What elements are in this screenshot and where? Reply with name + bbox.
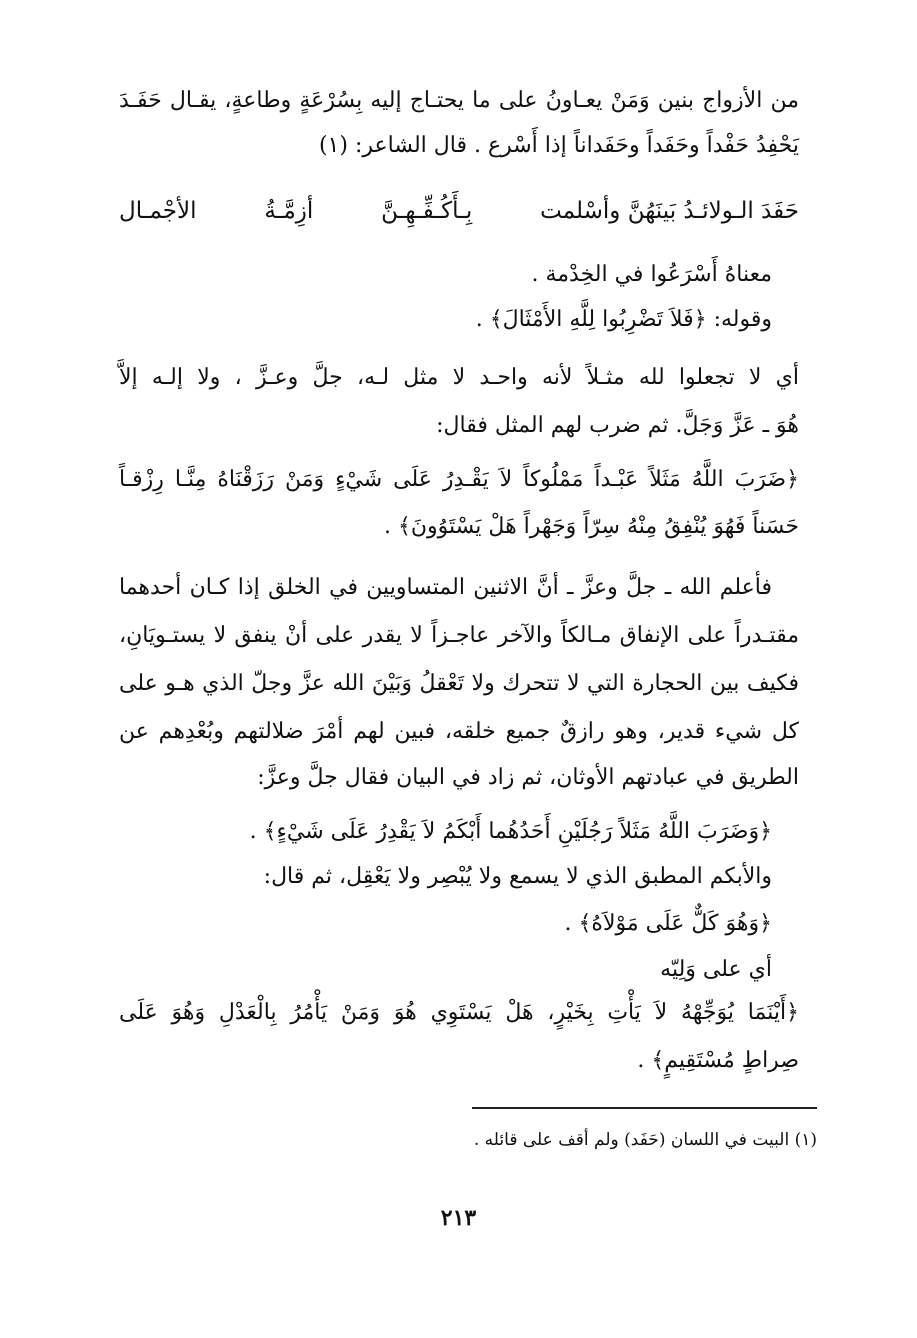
verse-part: الأجْمـال: [119, 198, 197, 224]
quran-quote: ﴿ضَرَبَ اللَّهُ مَثَلاً عَبْـداً مَمْلُوكاً لاَ يَقْـدِرُ عَلَى شَيْءٍ وَمَنْ رَزَقْنَاهُ مِنَّـا رِزْقـاً: [119, 467, 799, 492]
footnote-divider: [472, 1107, 817, 1109]
verse-part: أزِمَّـةُ: [264, 198, 314, 224]
text-line: معناهُ أَسْرَعُوا في الخِدْمة .: [531, 262, 772, 287]
text-line: يَحْفِدُ حَفْداً وحَفَداً وحَفَداناً إذا أَسْرع . قال الشاعر: (١): [318, 133, 799, 158]
poetry-verse: [119, 196, 799, 226]
text-line: هُوَ ـ عَزَّ وَجَلَّ. ثم ضرب لهم المثل فقال:: [436, 413, 799, 438]
text-line: من الأزواج بنين وَمَنْ يعـاونُ على ما يحتـاج إليه بِسُرْعَةٍ وطاعةٍ، يقـال حَفَـدَ: [119, 88, 799, 113]
text-line: كل شيء قدير، وهو رازقٌ جميع خلقه، فبين لهم أمْرَ ضلالتهم وبُعْدِهم عن: [119, 719, 799, 744]
verse-part: بِـأَكُـفِّـهِـنَّ: [381, 198, 473, 224]
quran-quote: حَسَناً فَهُوَ يُنْفِقُ مِنْهُ سِرّاً وَجَهْراً هَلْ يَسْتَوُونَ﴾ .: [384, 514, 799, 539]
page-number: ٢١٣: [440, 1205, 477, 1231]
text-line: والأبكم المطبق الذي لا يسمع ولا يُبْصِر ولا يَعْقِل، ثم قال:: [263, 864, 772, 889]
footnote: (١) البيت في اللسان (حَفَد) ولم أقف على قائله .: [473, 1130, 817, 1150]
quran-quote: صِراطٍ مُسْتَقِيمٍ﴾ .: [637, 1048, 799, 1073]
quran-quote: ﴿وَضَرَبَ اللَّهُ مَثَلاً رَجُلَيْنِ أَحَدُهُما أَبْكَمُ لاَ يَقْدِرُ عَلَى شَيْءٍ﴾ .: [249, 819, 772, 844]
verse-part: حَفَدَ الـولائـدُ بَينَهُنَّ وأسْلمت: [540, 198, 799, 224]
text-line: أي على وَلِيّه: [660, 957, 772, 982]
quran-quote: ﴿وَهُوَ كَلٌّ عَلَى مَوْلاَهُ﴾ .: [564, 911, 772, 936]
text-line: فأعلم الله ـ جلَّ وعزَّ ـ أنَّ الاثنين المتساويين في الخلق إذا كـان أحدهما: [119, 575, 772, 600]
text-line: وقوله: ﴿فَلاَ تَضْرِبُوا لِلَّهِ الأَمْثَالَ﴾ .: [475, 307, 772, 332]
text-line: مقتـدراً على الإنفاق مـالكاً والآخر عاجـزاً لا يقدر على أنْ ينفق لا يستـويَانِ،: [119, 623, 799, 648]
text-line: فكيف بين الحجارة التي لا تتحرك ولا تَعْقلُ وَبَيْنَ الله عزَّ وجلّ الذي هـو على: [119, 671, 799, 696]
quran-quote: ﴿أَيْنَمَا يُوَجِّهْهُ لاَ يَأْتِ بِخَيْرٍ، هَلْ يَسْتَوِي هُوَ وَمَنْ يَأْمُرُ بِالْعَدْلِ وَهُوَ عَلَى: [119, 1000, 799, 1025]
text-line: أي لا تجعلوا لله مثـلاً لأنه واحـد لا مثل لـه، جلَّ وعـزَّ ، ولا إلـه إلاَّ: [119, 365, 799, 390]
text-line: الطريق في عبادتهم الأوثان، ثم زاد في البيان فقال جلَّ وعزَّ:: [257, 765, 799, 790]
